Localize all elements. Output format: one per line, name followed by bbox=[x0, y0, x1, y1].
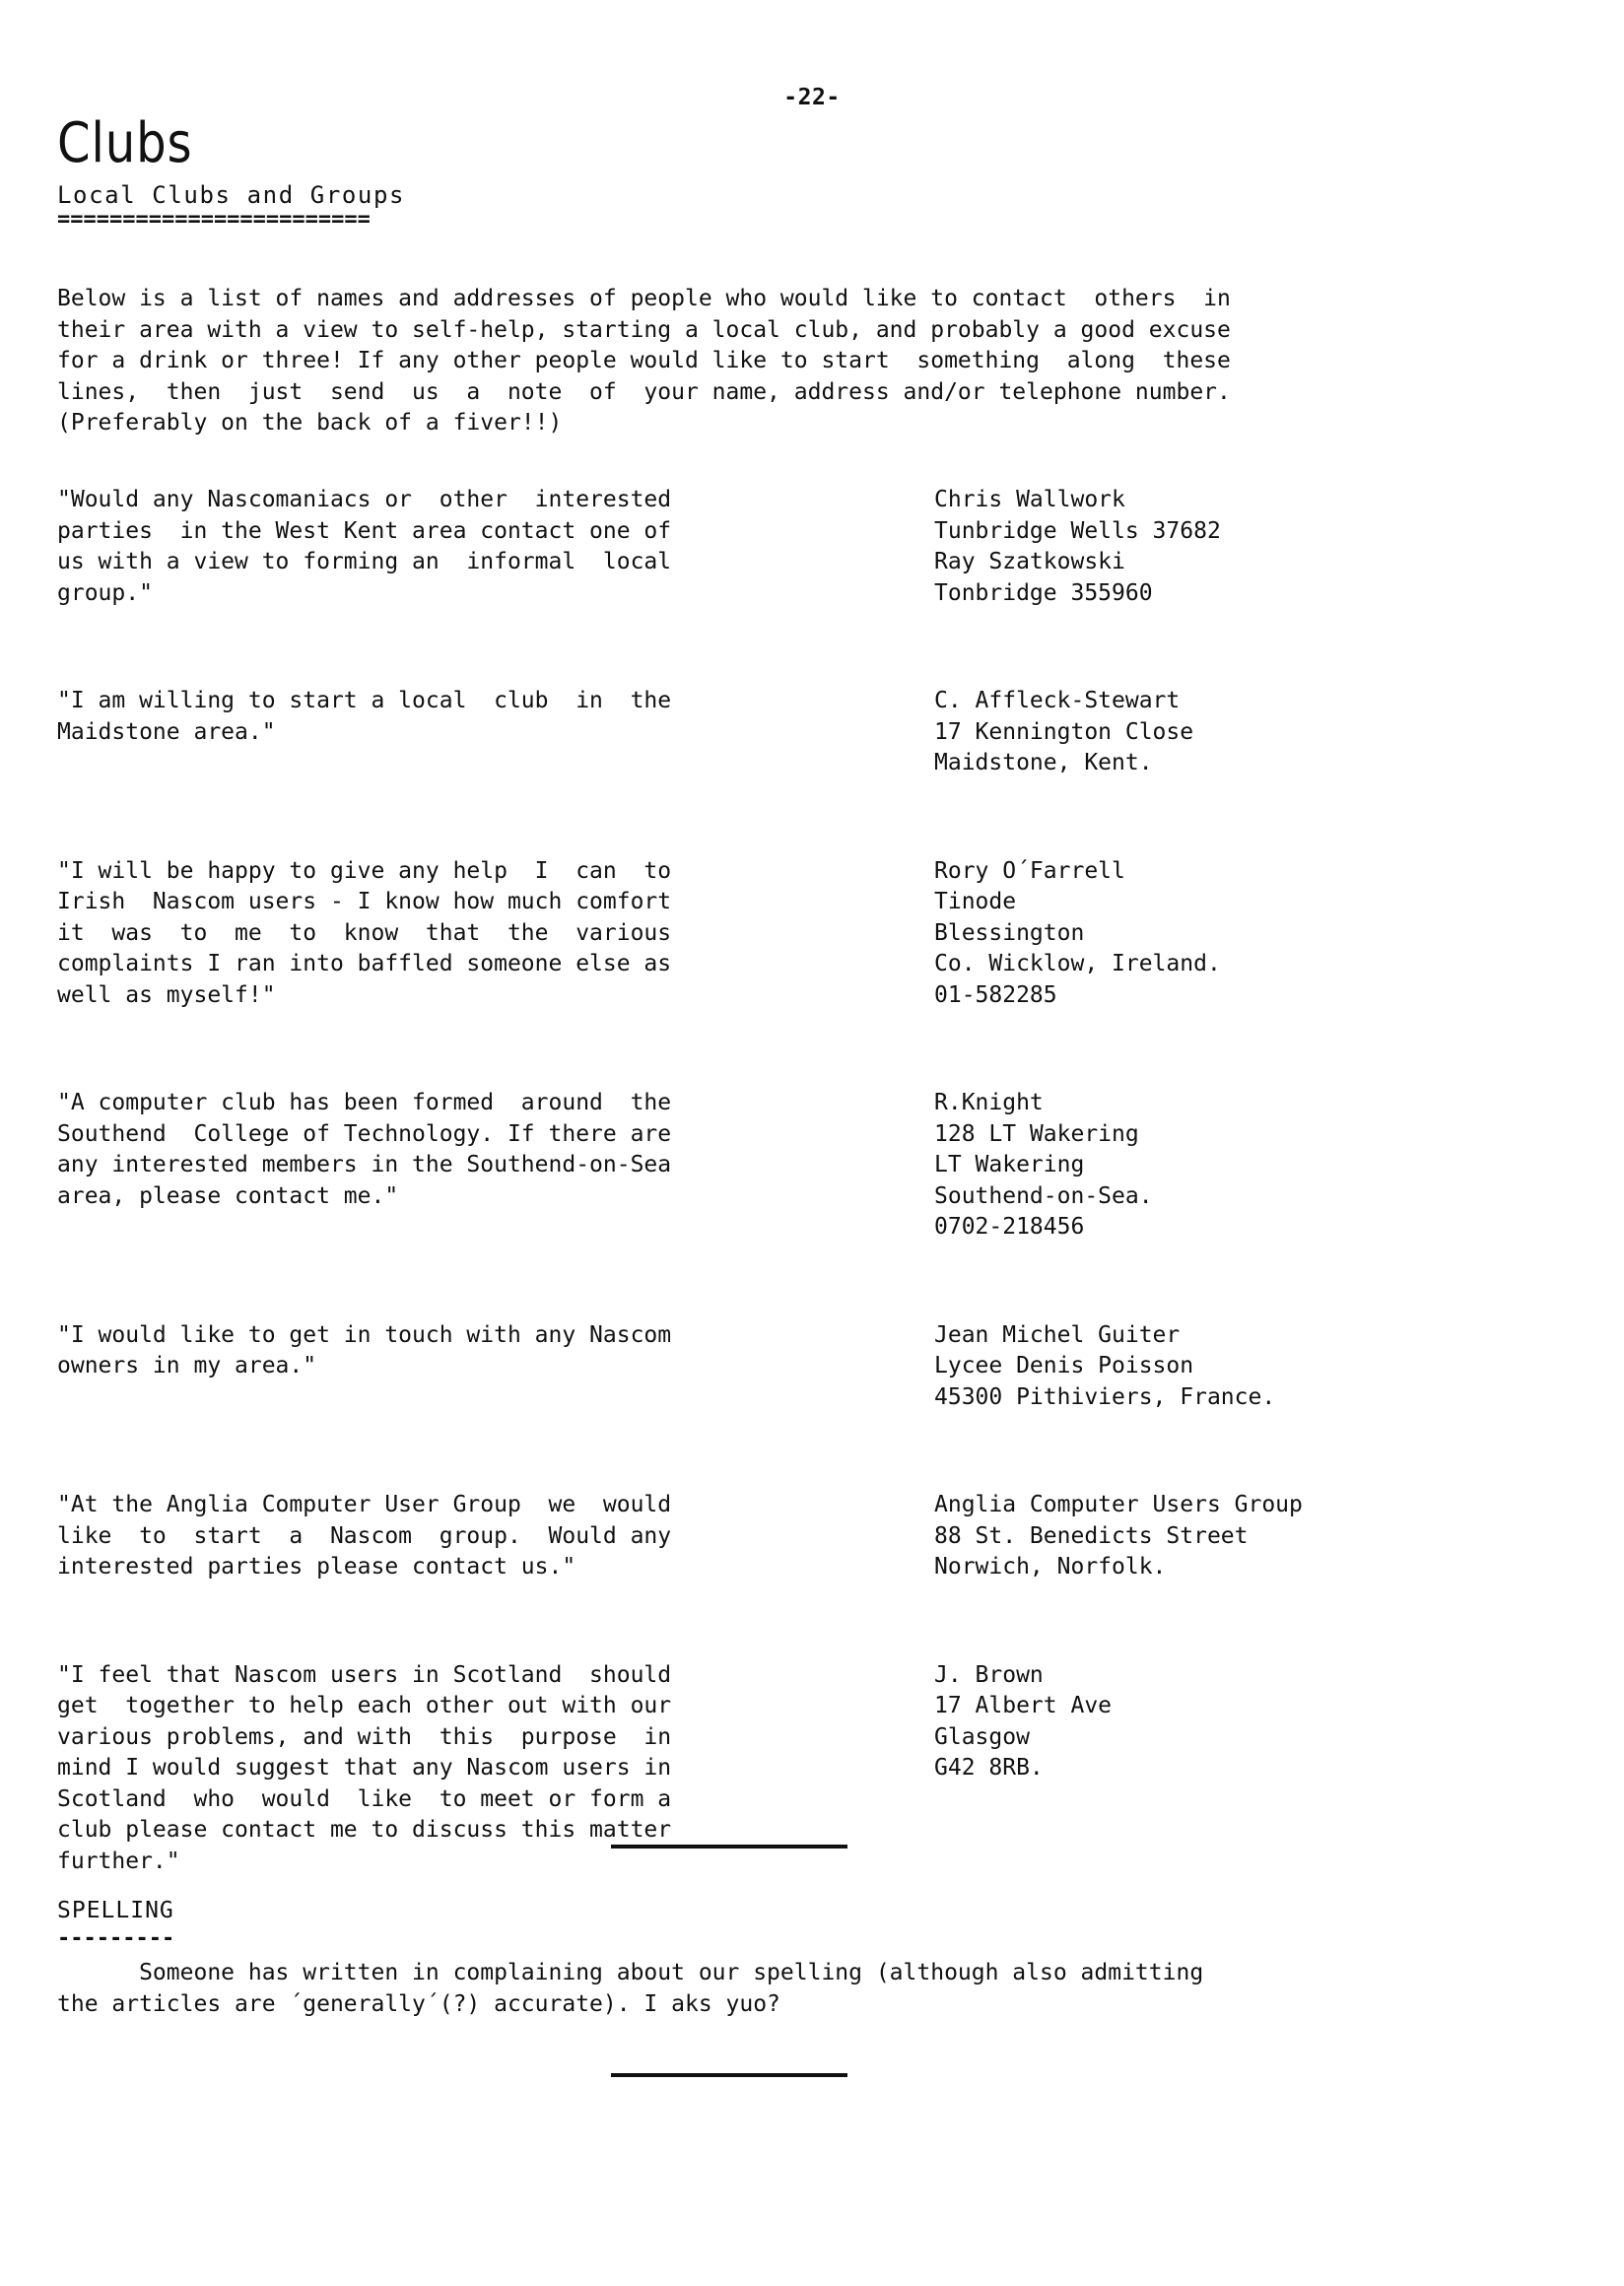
spelling-heading: SPELLING bbox=[57, 1898, 174, 1923]
intro-line: Below is a list of names and addresses of people who would like to contact others in bbox=[57, 286, 1231, 311]
quote-line: various problems, and with this purpose in bbox=[57, 1723, 672, 1750]
contact-line: Lycee Denis Poisson bbox=[934, 1353, 1194, 1378]
quote-line: area, please contact me." bbox=[57, 1182, 399, 1209]
spelling-section bbox=[57, 1896, 1456, 2020]
masthead-divider: ======================== bbox=[57, 211, 371, 229]
club-entry-quote bbox=[57, 686, 806, 748]
section-divider-bottom bbox=[611, 2073, 847, 2077]
contact-line: Tinode bbox=[934, 889, 1017, 914]
club-entry-quote bbox=[57, 856, 806, 1012]
club-entry-contact bbox=[934, 686, 1193, 779]
page-number: -22- bbox=[783, 85, 841, 110]
club-entry bbox=[57, 1490, 1456, 1583]
section-divider-top bbox=[611, 1845, 847, 1849]
contact-line: G42 8RB. bbox=[934, 1755, 1044, 1781]
quote-line: like to start a Nascom group. Would any bbox=[57, 1522, 672, 1549]
quote-line: "Would any Nascomaniacs or other interested bbox=[57, 487, 672, 512]
quote-line: get together to help each other out with our bbox=[57, 1693, 672, 1718]
spelling-line: Someone has written in complaining about our spelling (although also admitting bbox=[57, 1960, 1204, 1986]
contact-line: Chris Wallwork bbox=[934, 487, 1125, 512]
club-entry-quote bbox=[57, 1490, 806, 1583]
contact-line: Southend-on-Sea. bbox=[934, 1182, 1153, 1209]
quote-line: Southend College of Technology. If there are bbox=[57, 1120, 672, 1147]
club-entry-contact bbox=[934, 1320, 1275, 1414]
spelling-heading-underline: --------- bbox=[57, 1925, 175, 1951]
contact-line: Norwich, Norfolk. bbox=[934, 1554, 1167, 1580]
contact-line: 0702-218456 bbox=[934, 1214, 1085, 1240]
club-entry-quote bbox=[57, 1088, 806, 1212]
club-entry bbox=[57, 1320, 1456, 1414]
contact-line: R.Knight bbox=[934, 1090, 1044, 1115]
quote-line: Maidstone area." bbox=[57, 718, 276, 745]
club-entry-contact bbox=[934, 1490, 1303, 1583]
quote-line: group." bbox=[57, 579, 153, 606]
quote-line: "I feel that Nascom users in Scotland should bbox=[57, 1661, 672, 1688]
club-entry-quote bbox=[57, 485, 806, 609]
quote-line: owners in my area." bbox=[57, 1353, 317, 1378]
quote-line: "A computer club has been formed around the bbox=[57, 1090, 672, 1115]
intro-paragraph bbox=[57, 284, 1421, 439]
intro-line: lines, then just send us a note of your name, address and/or telephone number. bbox=[57, 378, 1231, 405]
quote-line: interested parties please contact us." bbox=[57, 1554, 576, 1580]
quote-line: further." bbox=[57, 1848, 180, 1874]
contact-line: 17 Albert Ave bbox=[934, 1693, 1113, 1718]
intro-line: their area with a view to self-help, starting a local club, and probably a good excuse bbox=[57, 316, 1231, 343]
quote-line: "At the Anglia Computer User Group we would bbox=[57, 1492, 672, 1517]
quote-line: "I would like to get in touch with any Nascom bbox=[57, 1321, 672, 1348]
intro-line: (Preferably on the back of a fiver!!) bbox=[57, 410, 563, 436]
contact-line: 01-582285 bbox=[934, 981, 1057, 1008]
quote-line: Irish Nascom users - I know how much comfort bbox=[57, 889, 672, 914]
quote-line: any interested members in the Southend-on-Sea bbox=[57, 1152, 672, 1177]
club-entry-quote bbox=[57, 1320, 806, 1382]
quote-line: Scotland who would like to meet or form a bbox=[57, 1785, 672, 1812]
page-title: Clubs bbox=[57, 111, 193, 175]
club-entry bbox=[57, 856, 1456, 1012]
contact-line: Co. Wicklow, Ireland. bbox=[934, 951, 1221, 976]
quote-line: us with a view to forming an informal local bbox=[57, 549, 672, 574]
quote-line: "I will be happy to give any help I can to bbox=[57, 857, 672, 884]
quote-line: "I am willing to start a local club in the bbox=[57, 688, 672, 713]
club-entry-contact bbox=[934, 1088, 1153, 1244]
contact-line: Blessington bbox=[934, 919, 1085, 946]
contact-line: Jean Michel Guiter bbox=[934, 1321, 1181, 1348]
masthead bbox=[57, 111, 1043, 229]
quote-line: it was to me to know that the various bbox=[57, 919, 672, 946]
intro-line: for a drink or three! If any other people would like to start something along these bbox=[57, 348, 1231, 373]
club-entry bbox=[57, 485, 1456, 609]
contact-line: Tunbridge Wells 37682 bbox=[934, 517, 1221, 544]
contact-line: Ray Szatkowski bbox=[934, 549, 1125, 574]
contact-line: J. Brown bbox=[934, 1661, 1044, 1688]
quote-line: mind I would suggest that any Nascom users in bbox=[57, 1755, 672, 1781]
page-subtitle: Local Clubs and Groups bbox=[57, 181, 406, 209]
contact-line: Tonbridge 355960 bbox=[934, 579, 1153, 606]
spelling-line: the articles are ´generally´(?) accurate). I aks yuo? bbox=[57, 1990, 780, 2017]
club-entry-contact bbox=[934, 1660, 1112, 1784]
contact-line: Glasgow bbox=[934, 1723, 1030, 1750]
club-entry-contact bbox=[934, 485, 1221, 609]
quote-line: club please contact me to discuss this matter bbox=[57, 1817, 672, 1843]
club-entry-contact bbox=[934, 856, 1221, 1012]
contact-line: 128 LT Wakering bbox=[934, 1120, 1139, 1147]
quote-line: complaints I ran into baffled someone else as bbox=[57, 951, 672, 976]
club-entry bbox=[57, 686, 1456, 779]
contact-line: 88 St. Benedicts Street bbox=[934, 1522, 1249, 1549]
contact-line: Anglia Computer Users Group bbox=[934, 1492, 1303, 1517]
club-entry bbox=[57, 1088, 1456, 1244]
contact-line: 17 Kennington Close bbox=[934, 718, 1194, 745]
contact-line: LT Wakering bbox=[934, 1152, 1085, 1177]
quote-line: well as myself!" bbox=[57, 981, 276, 1008]
quote-line: parties in the West Kent area contact one of bbox=[57, 517, 672, 544]
spelling-body bbox=[57, 1958, 1456, 2020]
contact-line: C. Affleck-Stewart bbox=[934, 688, 1181, 713]
contact-line: Maidstone, Kent. bbox=[934, 750, 1153, 775]
contact-line: Rory O´Farrell bbox=[934, 857, 1125, 884]
club-entries-list bbox=[57, 485, 1456, 1954]
contact-line: 45300 Pithiviers, France. bbox=[934, 1383, 1276, 1410]
